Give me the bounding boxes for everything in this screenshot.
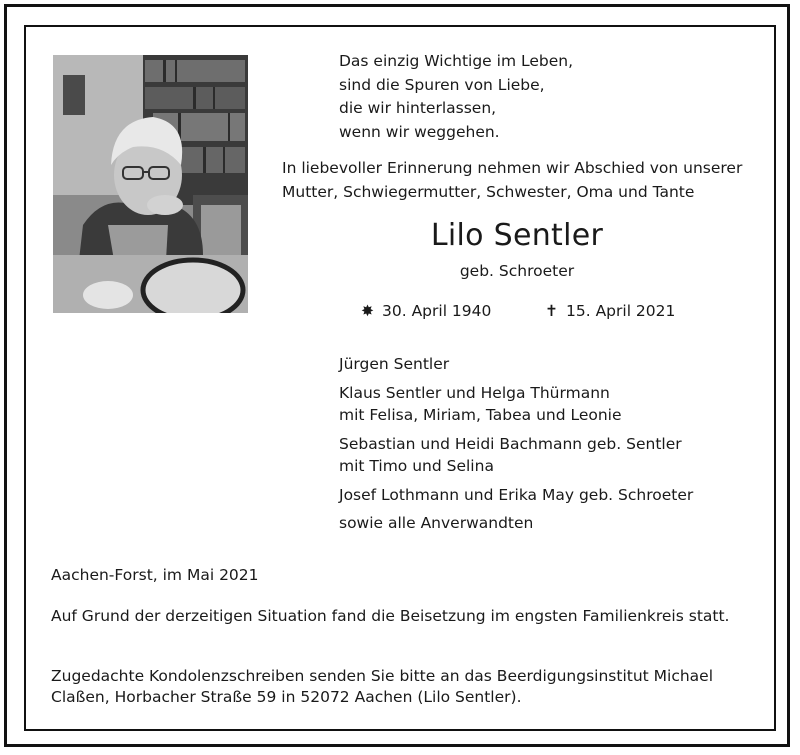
intro-line: In liebevoller Erinnerung nehmen wir Abschied von unserer [282, 159, 743, 177]
mourner-line: mit Felisa, Miriam, Tabea und Leonie [339, 406, 622, 424]
condolence-notice: Zugedachte Kondolenzschreiben senden Sie bitte an das Beerdigungsinstitut Michael Claßen, Horbacher Straße 59 in 52072 Aachen (Lilo Sentler). [51, 667, 714, 706]
death-date: 15. April 2021 [566, 302, 676, 320]
mourner-line: sowie alle Anverwandten [339, 514, 534, 532]
mourner-line: Josef Lothmann und Erika May geb. Schroeter [339, 485, 694, 504]
portrait-photo [53, 55, 248, 313]
mourner-group [339, 353, 693, 376]
birth-star-icon: ✸ [361, 302, 374, 320]
motto-line: sind die Spuren von Liebe, [339, 75, 545, 94]
place-and-date: Aachen-Forst, im Mai 2021 [51, 566, 259, 584]
intro-line: Mutter, Schwiegermutter, Schwester, Oma und Tante [282, 183, 695, 201]
motto-line: wenn wir weggehen. [339, 122, 500, 141]
mourner-line: Sebastian und Heidi Bachmann geb. Sentler [339, 434, 682, 453]
mourner-line: Klaus Sentler und Helga Thürmann [339, 383, 610, 402]
motto-verse [339, 50, 573, 144]
intro-text [282, 156, 742, 204]
mourners-list [339, 353, 693, 541]
motto-line: die wir hinterlassen, [339, 99, 497, 117]
birth-date: 30. April 1940 [382, 302, 492, 320]
mourner-group [339, 512, 693, 535]
death-cross-icon: ✝ [545, 302, 558, 320]
mourner-group [339, 484, 693, 507]
mourner-group [339, 382, 693, 427]
mourner-line: Jürgen Sentler [339, 355, 450, 373]
maiden-name: geb. Schroeter [459, 262, 575, 280]
burial-notice: Auf Grund der derzeitigen Situation fand die Beisetzung im engsten Familienkreis statt. [51, 607, 730, 625]
birth-date-line [361, 302, 491, 320]
death-date-line [545, 302, 675, 320]
mourner-group [339, 433, 693, 478]
motto-line: Das einzig Wichtige im Leben, [339, 52, 573, 70]
deceased-name: Lilo Sentler [430, 218, 604, 253]
mourner-line: mit Timo und Selina [339, 457, 494, 475]
